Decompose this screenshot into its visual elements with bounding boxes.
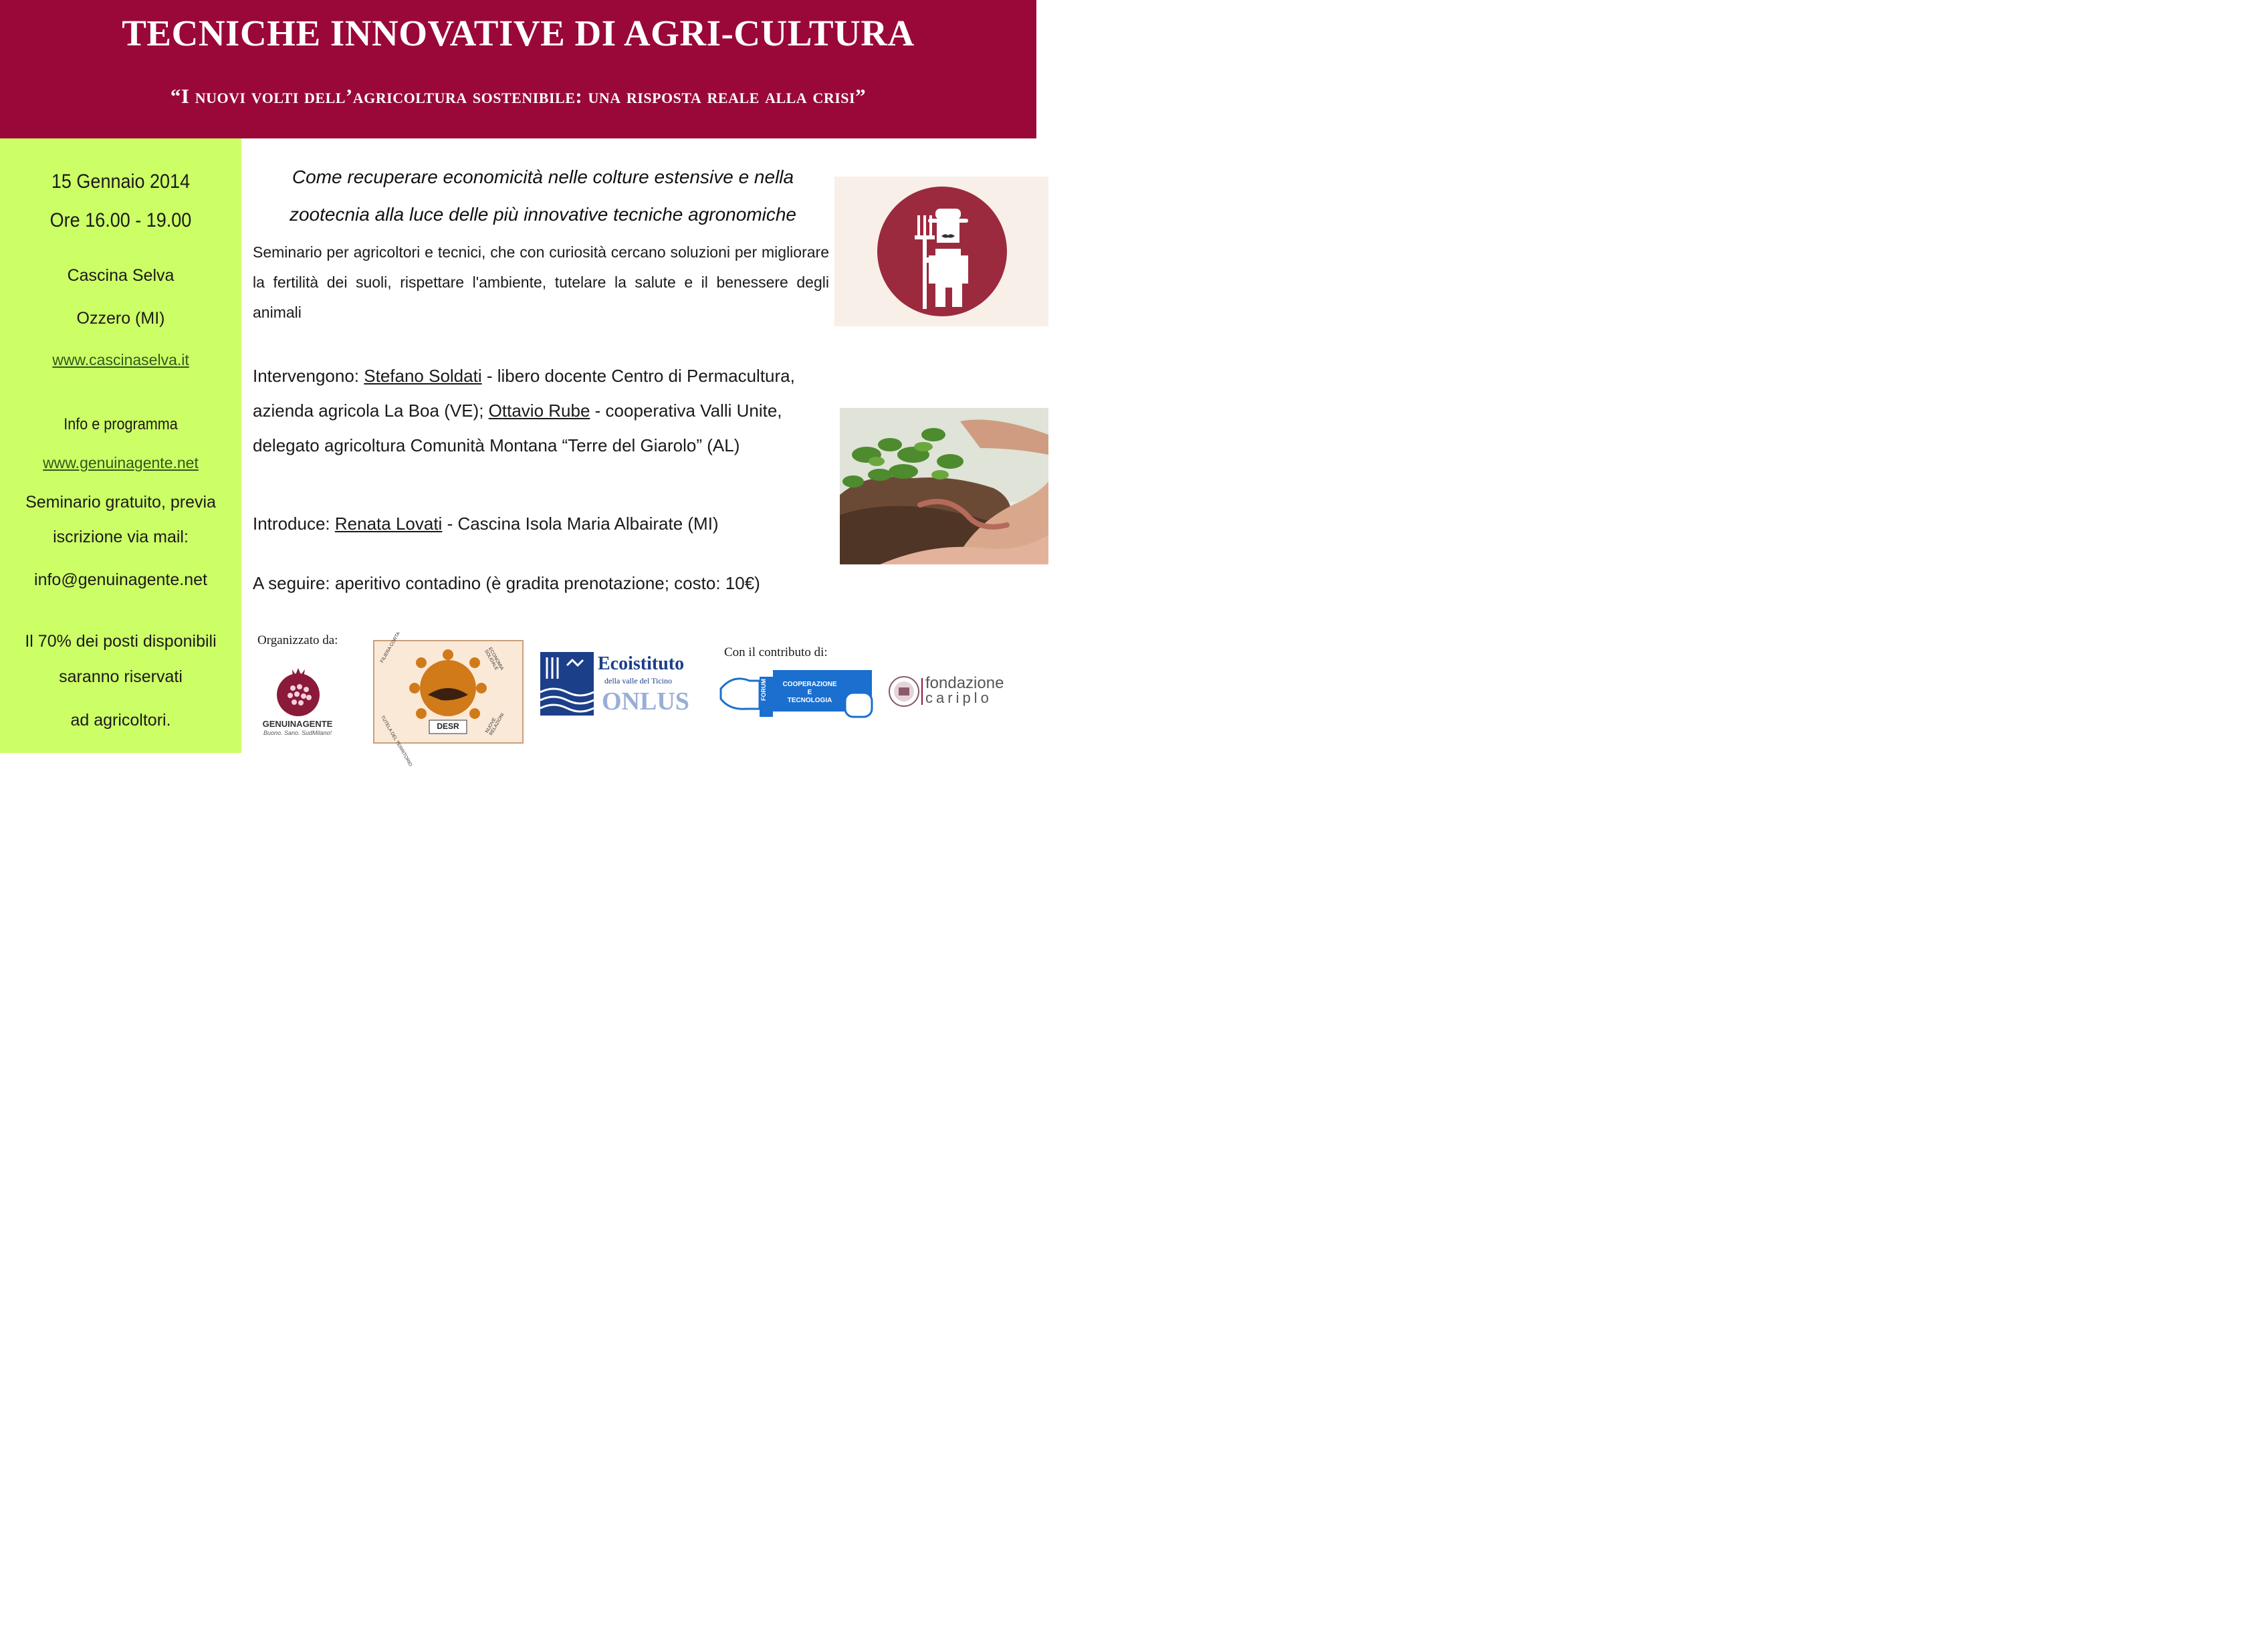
cariplo-line-1: fondazione bbox=[925, 674, 1004, 692]
page-title: TECNICHE INNOVATIVE DI AGRI-CULTURA bbox=[122, 13, 915, 53]
ecoistituto-onlus: ONLUS bbox=[602, 687, 689, 716]
ecoistituto-logo bbox=[540, 652, 689, 719]
ecoistituto-sub: della valle del Ticino bbox=[604, 676, 672, 685]
farmer-icon bbox=[834, 177, 1048, 326]
forum-line-2: E bbox=[807, 689, 812, 696]
forum-line-1: COOPERAZIONE bbox=[782, 681, 837, 688]
speakers-label: Intervengono: bbox=[253, 366, 360, 386]
ecoistituto-name: Ecoistituto bbox=[598, 653, 685, 674]
intro-name: Renata Lovati bbox=[334, 514, 443, 534]
event-venue: Cascina Selva bbox=[67, 266, 175, 285]
reserved-line-3: ad agricoltori. bbox=[70, 711, 171, 730]
forum-line-3: TECNOLOGIA bbox=[787, 697, 832, 704]
speaker-1-role: - libero docente Centro di Permacultura, azienda agricola La Boa (VE); bbox=[253, 366, 795, 421]
forum-side-label: FORUM bbox=[760, 679, 767, 701]
speakers-paragraph bbox=[253, 358, 833, 463]
desr-top-left: FILIERA CORTA bbox=[380, 631, 401, 664]
desr-bottom-left: TUTELA DEL TERRITORIO bbox=[379, 715, 413, 768]
event-date: 15 Gennaio 2014 bbox=[51, 171, 191, 193]
reserved-line-1: Il 70% dei posti disponibili bbox=[25, 632, 217, 651]
introduction-paragraph bbox=[253, 506, 833, 541]
after-label: A seguire bbox=[253, 573, 326, 593]
farmer-icon-panel bbox=[834, 177, 1048, 326]
cariplo-line-2: cariplo bbox=[925, 689, 992, 706]
lead-question: Come recuperare economicità nelle colture estensive e nella zootecnia alla luce delle più innovative tecniche agronomiche bbox=[289, 167, 797, 225]
registration-line-1: Seminario gratuito, previa bbox=[25, 493, 216, 512]
cariplo-divider bbox=[921, 678, 923, 705]
cariplo-seal-icon bbox=[888, 675, 920, 708]
contact-email[interactable]: info@genuinagente.net bbox=[34, 570, 207, 589]
speaker-2-role: - cooperativa Valli Unite, delegato agricoltura Comunità Montana “Terre del Giarolo” (AL) bbox=[253, 401, 782, 455]
event-details-sidebar bbox=[0, 138, 241, 753]
after-paragraph bbox=[253, 566, 833, 601]
registration-line-2: iscrizione via mail: bbox=[53, 528, 189, 546]
event-time: Ore 16.00 - 19.00 bbox=[49, 209, 192, 231]
desr-logo bbox=[373, 631, 524, 768]
forum-logo bbox=[719, 669, 873, 719]
speaker-1-name: Stefano Soldati bbox=[364, 366, 482, 386]
soil-plant-image bbox=[840, 408, 1048, 564]
venue-link[interactable]: www.cascinaselva.it bbox=[52, 351, 189, 368]
after-text: : aperitivo contadino (è gradita prenotazione; costo: 10€) bbox=[325, 573, 760, 593]
genuinagente-tagline: Buono. Sano. SudMilano! bbox=[263, 730, 332, 736]
page-subtitle: “I nuovi volti dell’agricoltura sostenibile: una risposta reale alla crisi” bbox=[170, 84, 867, 108]
info-link[interactable]: www.genuinagente.net bbox=[43, 454, 199, 471]
speaker-2-name: Ottavio Rube bbox=[488, 401, 590, 421]
event-town: Ozzero (MI) bbox=[76, 309, 165, 328]
organized-by-label: Organizzato da: bbox=[257, 633, 338, 647]
soil-photo bbox=[840, 408, 1048, 564]
desr-name: DESR bbox=[437, 722, 459, 731]
contribution-label: Con il contributo di: bbox=[724, 645, 828, 659]
genuinagente-name: GENUINAGENTE bbox=[262, 719, 333, 729]
intro-role: - Cascina Isola Maria Albairate (MI) bbox=[447, 514, 719, 534]
header-banner bbox=[0, 0, 1036, 138]
ecoistituto-wave-icon bbox=[540, 652, 594, 716]
desr-bottom-right: NUOVE RELAZIONI bbox=[485, 712, 505, 736]
forum-text bbox=[773, 681, 846, 705]
info-label: Info e programma bbox=[64, 415, 178, 433]
reserved-line-2: saranno riservati bbox=[59, 667, 183, 686]
seminar-description: Seminario per agricoltori e tecnici, che con curiosità cercano soluzioni per migliorare la fertilità dei suoli, rispettare l'ambiente, tutelare la salute e il benessere degli animali bbox=[253, 243, 829, 321]
genuinagente-logo bbox=[254, 665, 341, 742]
intro-label: Introduce: bbox=[253, 514, 330, 534]
cariplo-logo bbox=[888, 675, 1022, 709]
desr-top-right: ECONOMIA SOLIDALE bbox=[483, 647, 504, 671]
